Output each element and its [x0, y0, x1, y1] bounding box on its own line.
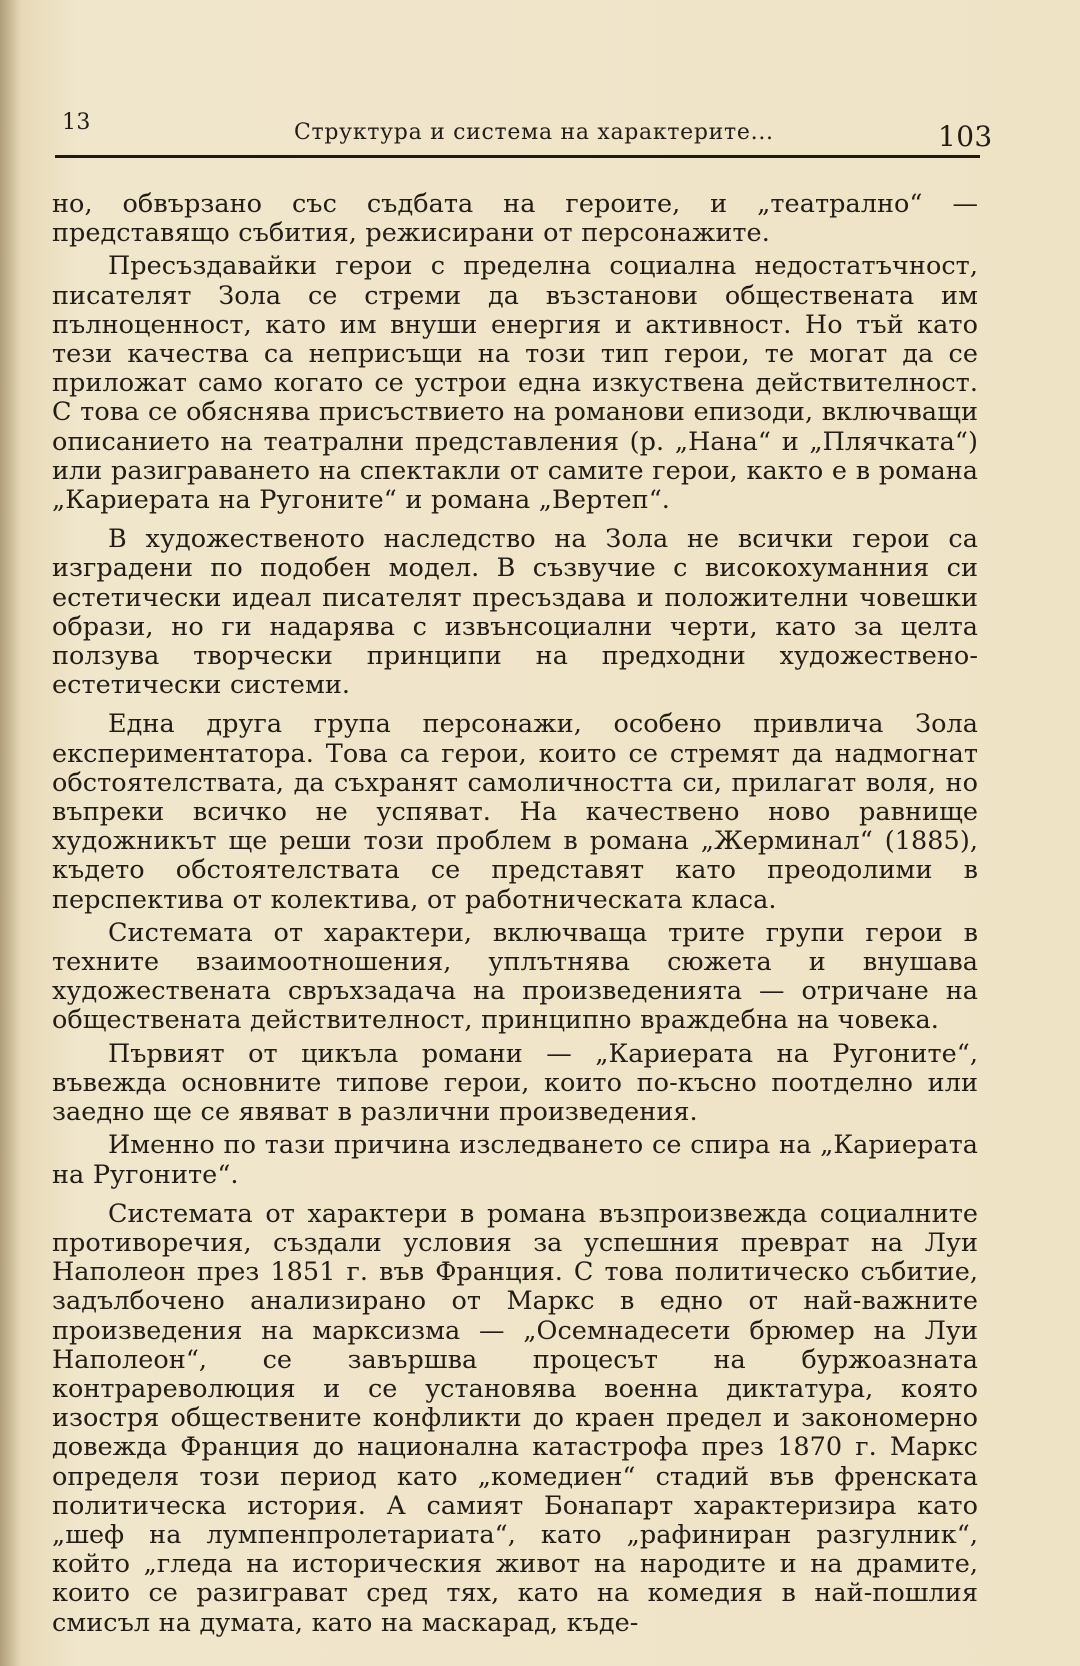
- body-text: [52, 190, 978, 1642]
- paragraph: Една друга група персонажи, особено привлича Зола експериментатора. Това са герои, които се стремят да надмогнат обстоятелствата, да съхранят самоличността си, прилагат воля, но въпреки всичко не успяват. На качествено ново равнище художникът ще реши този проблем в романа „Жерминал“ (1885), където обстоятелствата се представят като преодолими в перспектива от колектива, от работническата класа.: [52, 709, 978, 915]
- paragraph: Пресъздавайки герои с пределна социална недостатъчност, писателят Зола се стреми да възстанови обществената им пълноценност, като им внуши енергия и активност. Но тъй като тези качества са неприсъщи на този тип герои, те могат да се приложат само когато се устрои една изкуствена действителност. С това се обяснява присъствието на романови епизоди, включващи описанието на театрални представления (р. „Нана“ и „Плячката“) или разиграването на спектакли от самите герои, както е в романа „Кариерата на Ругоните“ и романа „Вертеп“.: [52, 251, 978, 516]
- paragraph: Системата от характери, включваща трите групи герои в техните взаимоотношения, уплътнява сюжета и внушава художествената свръхзадача на произведенията — отричане на обществената действителност, принципно враждебна на човека.: [52, 917, 978, 1036]
- header-rule: [55, 155, 980, 158]
- paragraph: но, обвързано със съдбата на героите, и „театрално“ — представящо събития, режисирани от персонажите.: [52, 189, 978, 249]
- paragraph: В художественото наследство на Зола не всички герои са изградени по подобен модел. В съзвучие с високохуманния си естетически идеал писателят пресъздава и положителни човешки образи, но ги надарява с извънсоциални черти, като за целта ползува творчески принципи на предходни художествено-естетически системи.: [52, 524, 978, 701]
- paragraph: Първият от цикъла романи — „Кариерата на Ругоните“, въвежда основните типове герои, които по-късно поотделно или заедно ще се явяват в различни произведения.: [52, 1038, 978, 1128]
- binding-shadow: [0, 0, 22, 1666]
- running-title: Структура и система на характерите...: [294, 120, 774, 145]
- paragraph: Именно по тази причина изследването се спира на „Кариерата на Ругоните“.: [52, 1130, 978, 1190]
- page-number: 103: [938, 120, 993, 153]
- page-header: [54, 102, 993, 162]
- paragraph: Системата от характери в романа възпроизвежда социалните противоречия, създали условия за успешния преврат на Луи Наполеон през 1851 г. във Франция. С това политическо събитие, задълбочено анализирано от Маркс в едно от най-важните произведения на марксизма — „Осемнадесети брюмер на Луи Наполеон“, се завършва процесът на буржоазната контрареволюция и се установява военна диктатура, която изостря обществените конфликти до краен предел и закономерно довежда Франция до национална катастрофа през 1870 г. Маркс определя този период като „комедиен“ стадий във френската политическа история. А самият Бонапарт характеризира като „шеф на лумпенпролетариата“, като „рафиниран разгулник“, който „гледа на историческия живот на народите и на драмите, които се разиграват сред тях, като на комедия в най-пошлия смисъл на думата, като на маскарад, къде-: [52, 1198, 978, 1638]
- chapter-number: 13: [62, 110, 91, 135]
